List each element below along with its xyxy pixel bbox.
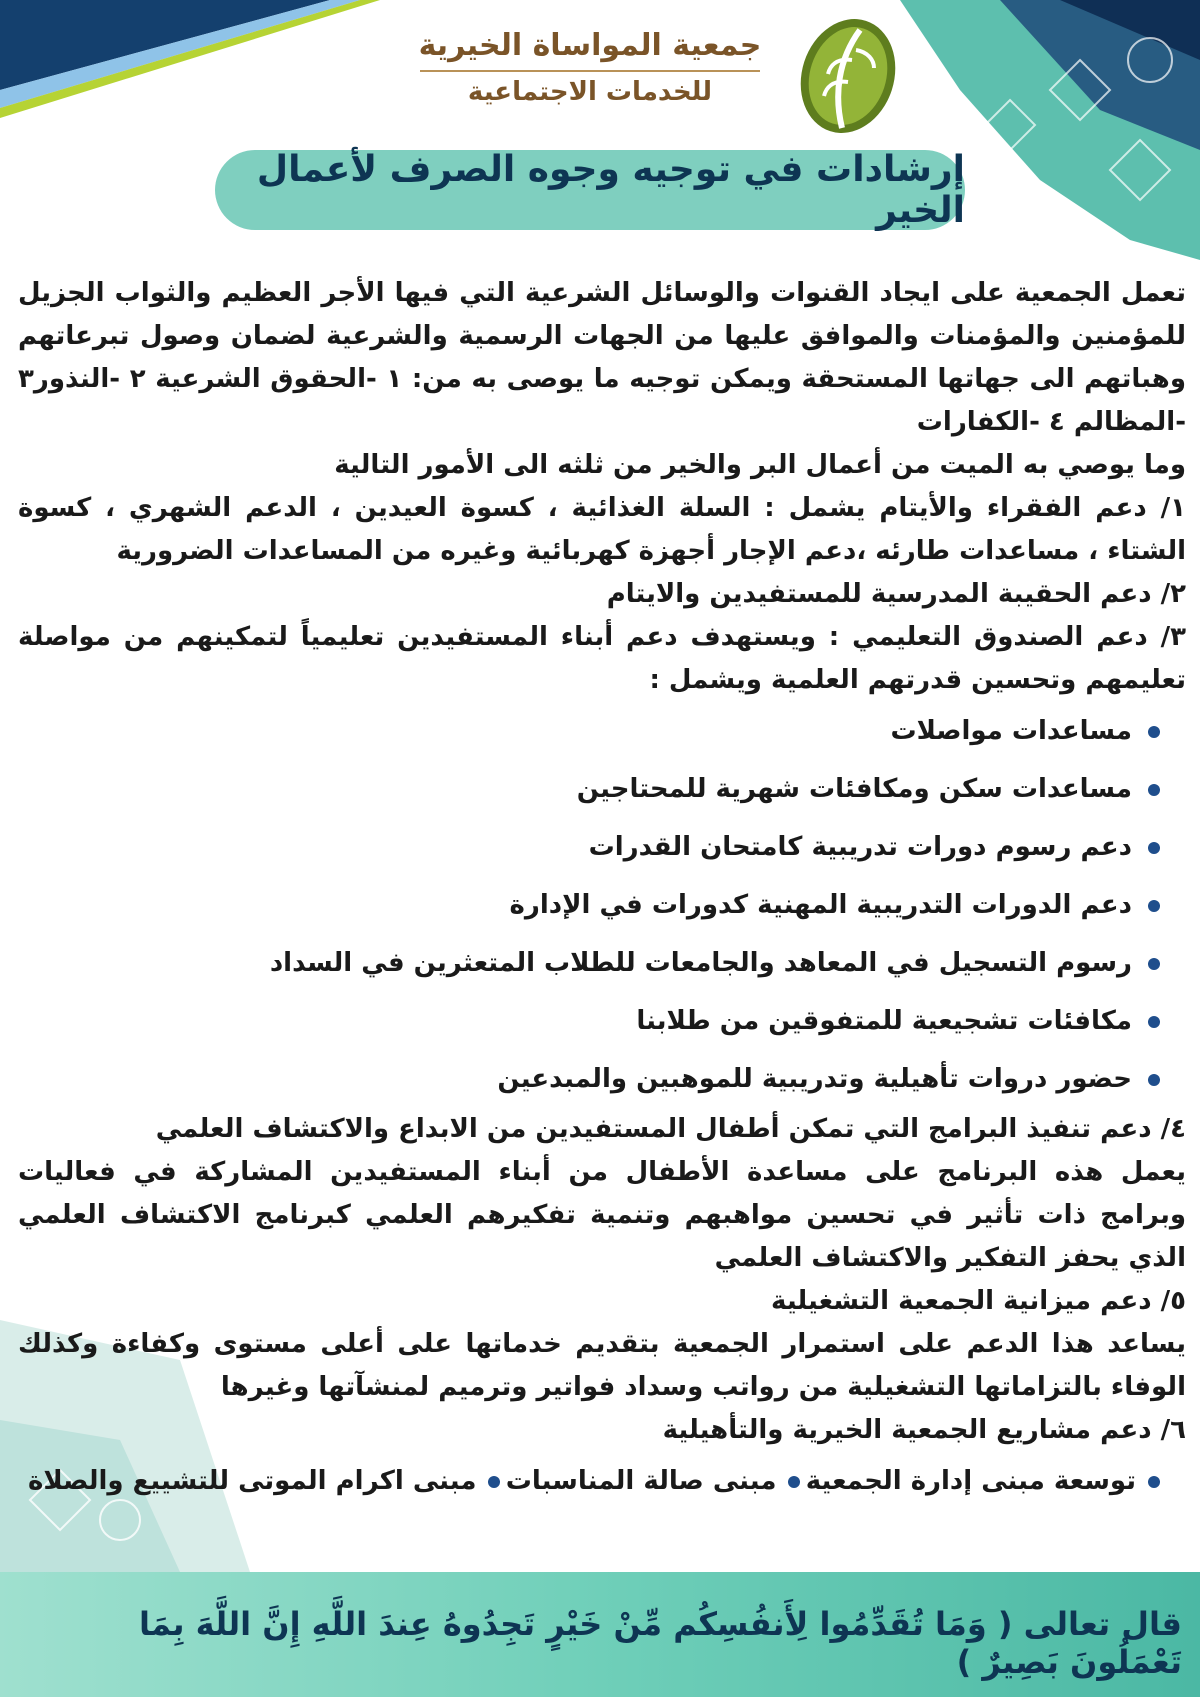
- bullet-icon: [788, 1476, 800, 1488]
- section-5: ٥/ دعم ميزانية الجمعية التشغيلية: [771, 1286, 1186, 1316]
- section-5-description: يساعد هذا الدعم على استمرار الجمعية بتقديم خدماتها على أعلى مستوى وكفاءة وكذلك الوفاء بالتزاماتها التشغيلية من رواتب وسداد فواتير وترميم لمنشآتها وغيرها: [18, 1329, 1186, 1402]
- intro-paragraph-2: وما يوصي به الميت من أعمال البر والخير من ثلثه الى الأمور التالية: [334, 450, 1186, 480]
- quran-verse: قال تعالى ( وَمَا تُقَدِّمُوا لِأَنفُسِكُم مِّنْ خَيْرٍ تَجِدُوهُ عِندَ اللَّهِ إِنَّ اللَّهَ بِمَا تَعْمَلُونَ بَصِيرٌ ): [139, 1605, 1182, 1681]
- organization-name-block: [400, 28, 780, 110]
- bullet-icon: [1148, 784, 1160, 796]
- list-item: مكافئات تشجيعية للمتفوقين من طلابنا: [18, 992, 1186, 1050]
- main-content: [18, 272, 1186, 1510]
- section-6-list: [18, 1452, 1186, 1510]
- list-item: مبنى صالة المناسبات: [506, 1452, 801, 1510]
- organization-subtitle: للخدمات الاجتماعية: [467, 77, 713, 107]
- bullet-icon: [1148, 726, 1160, 738]
- section-6: ٦/ دعم مشاريع الجمعية الخيرية والتأهيلية: [662, 1415, 1186, 1445]
- list-item: حضور دروات تأهيلية وتدريبية للموهبين والمبدعين: [18, 1050, 1186, 1108]
- bullet-icon: [1148, 1476, 1160, 1488]
- bullet-icon: [488, 1476, 500, 1488]
- bullet-icon: [1148, 1074, 1160, 1086]
- list-item: مساعدات سكن ومكافئات شهرية للمحتاجين: [18, 760, 1186, 818]
- list-item: مبنى اكرام الموتى للتشييع والصلاة: [28, 1452, 500, 1510]
- header: [400, 10, 920, 140]
- list-item: دعم الدورات التدريبية المهنية كدورات في الإدارة: [18, 876, 1186, 934]
- section-2: ٢/ دعم الحقيبة المدرسية للمستفيدين والايتام: [606, 579, 1186, 609]
- bullet-icon: [1148, 900, 1160, 912]
- title-banner: [215, 150, 965, 230]
- section-3-list: [18, 702, 1186, 1108]
- list-item: رسوم التسجيل في المعاهد والجامعات للطلاب المتعثرين في السداد: [18, 934, 1186, 992]
- section-4: ٤/ دعم تنفيذ البرامج التي تمكن أطفال المستفيدين من الابداع والاكتشاف العلمي: [155, 1114, 1186, 1144]
- wheat-leaf-icon: [790, 10, 910, 140]
- bullet-icon: [1148, 842, 1160, 854]
- section-3: ٣/ دعم الصندوق التعليمي : ويستهدف دعم أبناء المستفيدين تعليمياً لتمكينهم من مواصلة تعليمهم وتحسين قدرتهم العلمية ويشمل :: [18, 622, 1186, 695]
- page-title: إرشادات في توجيه وجوه الصرف لأعمال الخير: [256, 149, 965, 231]
- list-item: توسعة مبنى إدارة الجمعية: [806, 1452, 1160, 1510]
- divider: [420, 70, 760, 72]
- organization-name: جمعية المواساة الخيرية: [418, 28, 762, 63]
- list-item: دعم رسوم دورات تدريبية كامتحان القدرات: [18, 818, 1186, 876]
- bullet-icon: [1148, 1016, 1160, 1028]
- intro-paragraph: تعمل الجمعية على ايجاد القنوات والوسائل الشرعية التي فيها الأجر العظيم والثواب الجزيل للمؤمنين والمؤمنات والموافق عليها من الجهات الرسمية والشرعية لضمان وصول تبرعاتهم وهباتهم الى جهاتها المستحقة ويمكن توجيه ما يوصى به من: ١ -الحقوق الشرعية ٢ -النذور٣ -المظالم ٤ -الكفارات: [18, 278, 1186, 437]
- bullet-icon: [1148, 958, 1160, 970]
- section-1: ١/ دعم الفقراء والأيتام يشمل : السلة الغذائية ، كسوة العيدين ، الدعم الشهري ، كسوة الشتاء ، مساعدات طارئه ،دعم الإجار أجهزة كهربائية وغيره من المساعدات الضرورية: [18, 493, 1186, 566]
- section-4-description: يعمل هذه البرنامج على مساعدة الأطفال من أبناء المستفيدين المشاركة في فعاليات وبرامج ذات تأثير في تحسين مواهبهم وتنمية تفكيرهم العلمي كبرنامج الاكتشاف العلمي الذي يحفز التفكير والاكتشاف العلمي: [18, 1157, 1186, 1273]
- list-item: مساعدات مواصلات: [18, 702, 1186, 760]
